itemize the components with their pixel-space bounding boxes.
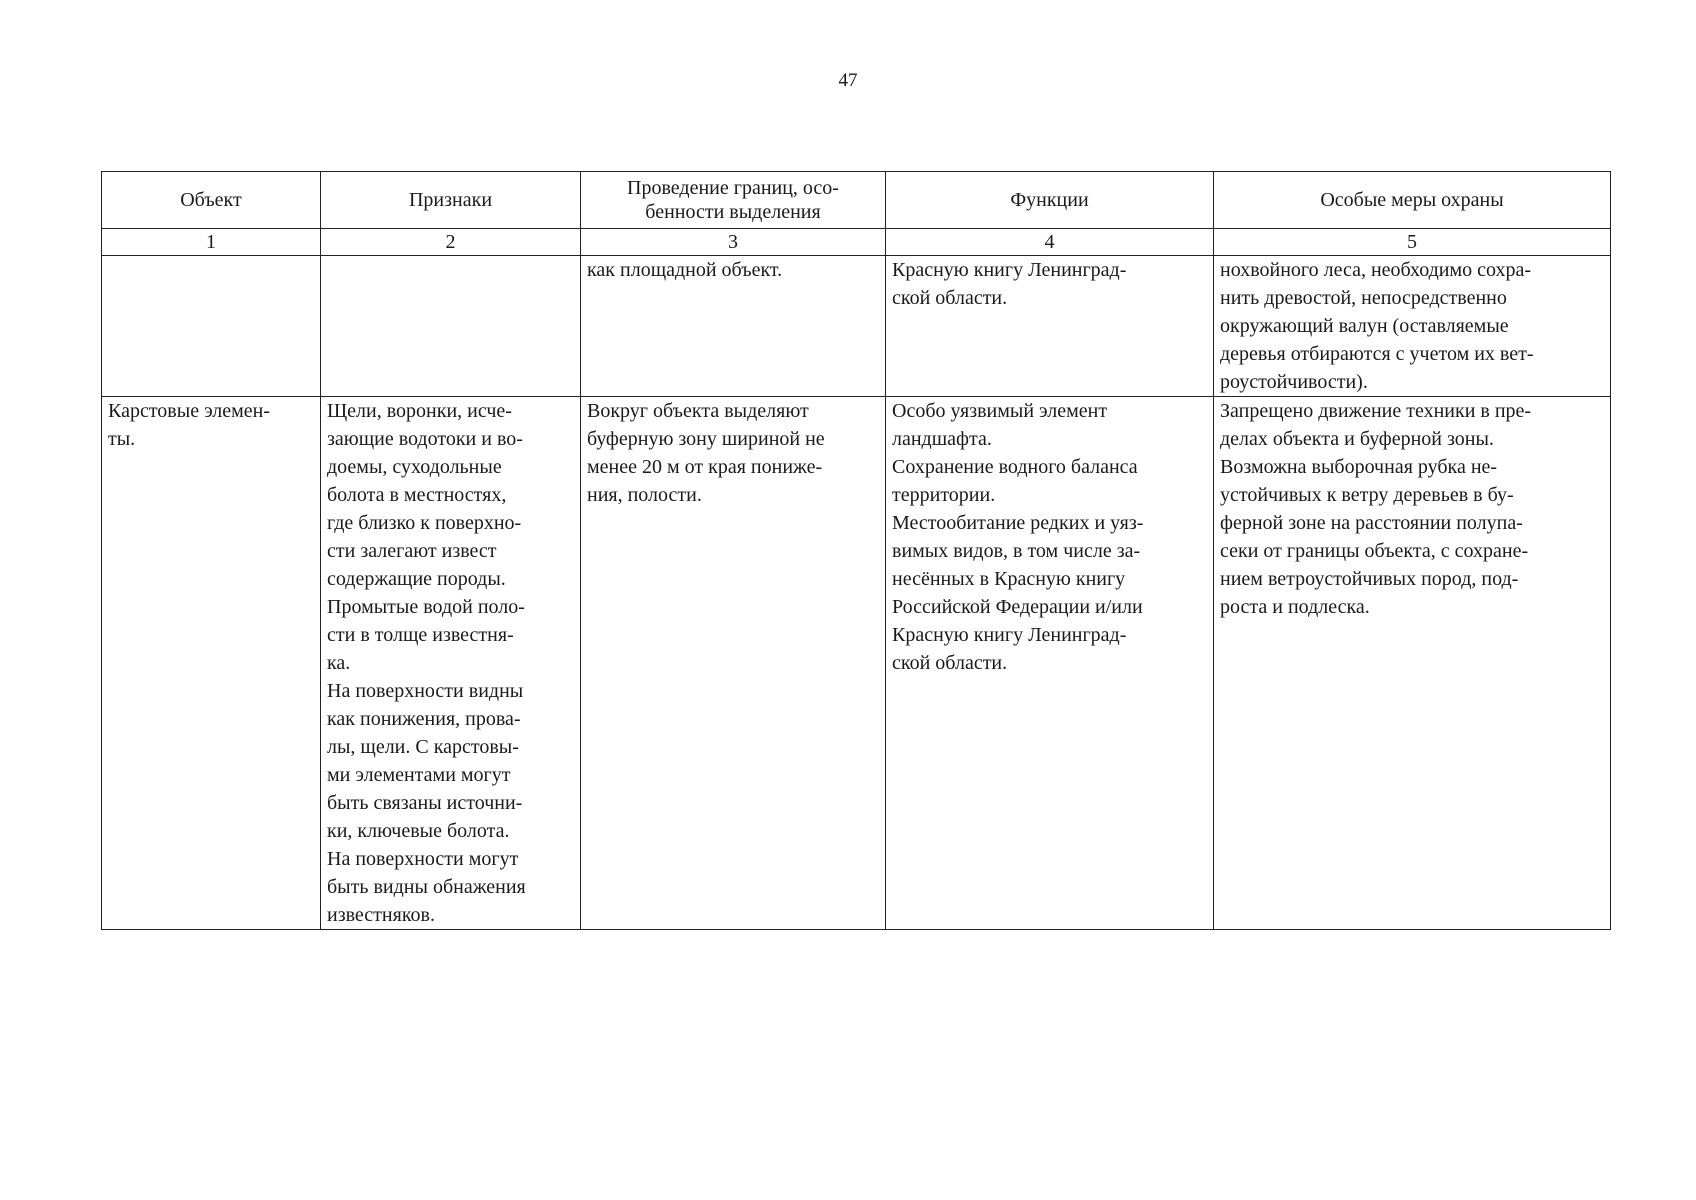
text-line: болота в местностях, — [327, 484, 507, 506]
cell-functions — [886, 256, 1214, 397]
text-line: Признаки — [408, 189, 493, 211]
cell-object — [102, 397, 321, 930]
text-line: как площадной объект. — [587, 259, 783, 281]
text-line: роустойчивости). — [1220, 371, 1368, 393]
text-line: Российской Федерации и/или — [892, 596, 1143, 618]
text-line: деревья отбираются с учетом их вет- — [1220, 343, 1534, 365]
column-number: 1 — [102, 229, 321, 256]
text-line: несённых в Красную книгу — [892, 568, 1126, 590]
text-line: зающие водотоки и во- — [327, 428, 523, 450]
column-number: 2 — [321, 229, 581, 256]
table-column-numbers-row — [102, 229, 1611, 256]
cell-features — [321, 397, 581, 930]
table-row — [102, 397, 1611, 930]
text-line: ской области. — [892, 287, 1008, 309]
text-line: Объект — [180, 189, 242, 211]
text-line: вимых видов, в том числе за- — [892, 540, 1141, 562]
text-line: быть связаны источни- — [327, 792, 523, 814]
cell-boundaries — [581, 256, 886, 397]
text-line: где близко к поверхно- — [327, 512, 522, 534]
text-line: секи от границы объекта, с сохране- — [1220, 540, 1529, 562]
text-line: Красную книгу Ленинград- — [892, 624, 1127, 646]
header-protection — [1214, 172, 1611, 229]
text-line: нохвойного леса, необходимо сохра- — [1220, 259, 1532, 281]
column-number: 4 — [886, 229, 1214, 256]
text-line: На поверхности видны — [327, 680, 524, 702]
text-line: Особо уязвимый элемент — [892, 400, 1108, 422]
text-line: ферной зоне на расстоянии полупа- — [1220, 512, 1523, 534]
text-line: лы, щели. С карстовы- — [327, 736, 519, 758]
header-boundaries — [581, 172, 886, 229]
text-line: ты. — [108, 428, 136, 450]
text-line: сти в толще известня- — [327, 624, 514, 646]
text-line: Проведение границ, осо- — [627, 177, 839, 199]
cell-boundaries — [581, 397, 886, 930]
text-line: устойчивых к ветру деревьев в бу- — [1220, 484, 1514, 506]
column-number: 5 — [1214, 229, 1611, 256]
text-line: Промытые водой поло- — [327, 596, 525, 618]
text-line: ландшафта. — [892, 428, 992, 450]
text-line: Особые меры охраны — [1320, 189, 1504, 211]
text-line: менее 20 м от края пониже- — [587, 456, 823, 478]
text-line: быть видны обнажения — [327, 876, 526, 898]
text-line: ния, полости. — [587, 484, 702, 506]
text-line: известняков. — [327, 904, 435, 926]
text-line: Функции — [1010, 189, 1089, 211]
text-line: Возможна выборочная рубка не- — [1220, 456, 1498, 478]
text-line: нием ветроустойчивых пород, под- — [1220, 568, 1519, 590]
page-number: 47 — [838, 70, 858, 91]
text-line: Запрещено движение техники в пре- — [1220, 400, 1532, 422]
text-line: Сохранение водного баланса — [892, 456, 1138, 478]
text-line: Вокруг объекта выделяют — [587, 400, 809, 422]
header-features — [321, 172, 581, 229]
cell-protection — [1214, 256, 1611, 397]
text-line: бенности выделения — [645, 201, 821, 223]
text-line: нить древостой, непосредственно — [1220, 287, 1507, 309]
text-line: ка. — [327, 652, 351, 674]
header-functions — [886, 172, 1214, 229]
text-line: роста и подлеска. — [1220, 596, 1370, 618]
text-line: Красную книгу Ленинград- — [892, 259, 1127, 281]
cell-features — [321, 256, 581, 397]
text-line: Щели, воронки, исче- — [327, 400, 512, 422]
text-line: ской области. — [892, 652, 1008, 674]
header-object — [102, 172, 321, 229]
text-line: ми элементами могут — [327, 764, 511, 786]
table-header-row — [102, 172, 1611, 229]
data-table — [101, 171, 1611, 930]
text-line: буферную зону шириной не — [587, 428, 825, 450]
text-line: окружающий валун (оставляемые — [1220, 315, 1509, 337]
text-line: территории. — [892, 484, 996, 506]
text-line: Местообитание редких и уяз- — [892, 512, 1144, 534]
cell-object — [102, 256, 321, 397]
cell-protection — [1214, 397, 1611, 930]
text-line: доемы, суходольные — [327, 456, 502, 478]
text-line: сти залегают извест — [327, 540, 497, 562]
text-line: Карстовые элемен- — [108, 400, 271, 422]
cell-functions — [886, 397, 1214, 930]
text-line: ки, ключевые болота. — [327, 820, 510, 842]
text-line: На поверхности могут — [327, 848, 519, 870]
text-line: как понижения, прова- — [327, 708, 521, 730]
text-line: содержащие породы. — [327, 568, 506, 590]
column-number: 3 — [581, 229, 886, 256]
text-line: делах объекта и буферной зоны. — [1220, 428, 1494, 450]
table-row — [102, 256, 1611, 397]
